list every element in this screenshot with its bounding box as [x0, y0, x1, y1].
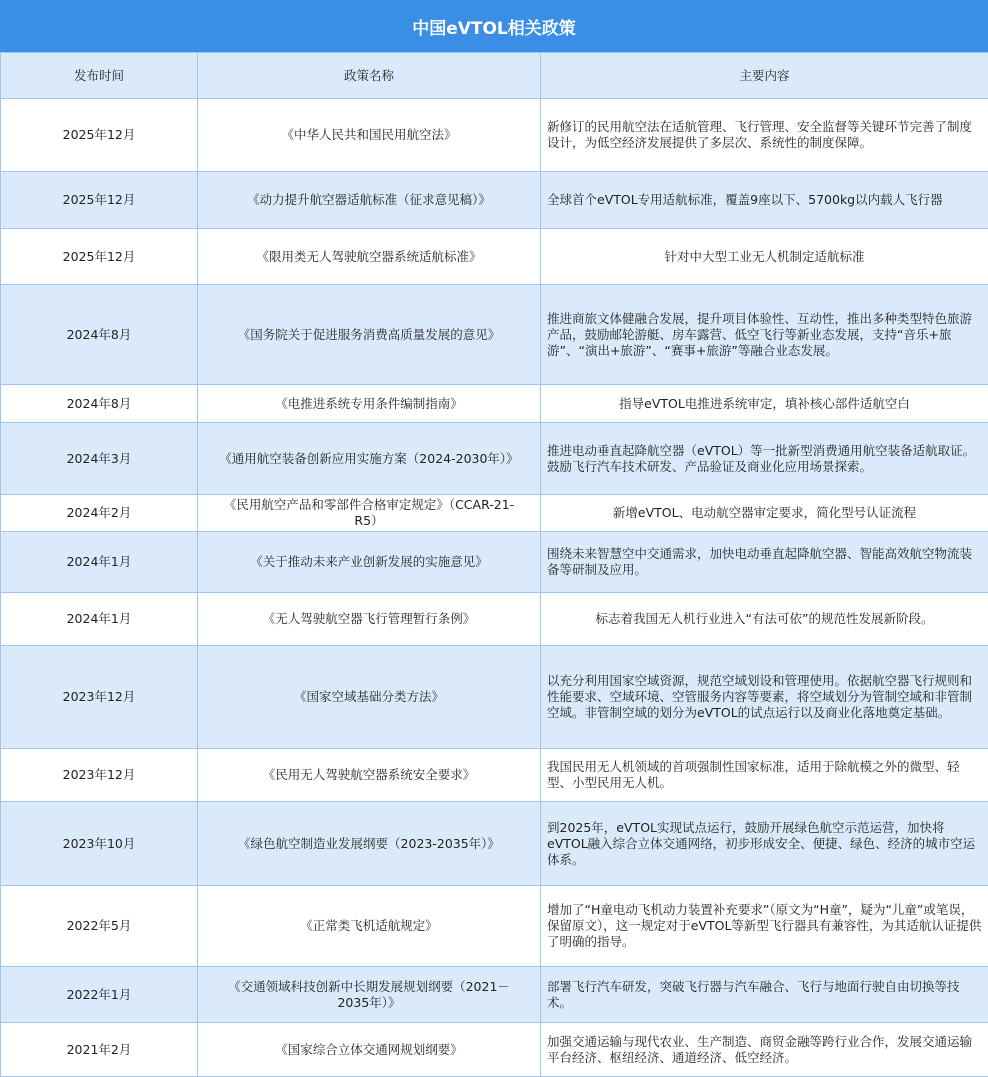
- policy-name-cell: 《无人驾驶航空器飞行管理暂行条例》: [198, 593, 541, 646]
- content-cell: 全球首个eVTOL专用适航标准，覆盖9座以下、5700kg以内载人飞行器: [541, 172, 988, 229]
- date-cell: 2024年2月: [1, 495, 198, 532]
- table-row: [1, 967, 988, 1023]
- policy-name-cell: 《国务院关于促进服务消费高质量发展的意见》: [198, 285, 541, 385]
- policy-name-cell: 《民用无人驾驶航空器系统安全要求》: [198, 749, 541, 802]
- table-row: [1, 749, 988, 802]
- content-cell: 加强交通运输与现代农业、生产制造、商贸金融等跨行业合作，发展交通运输平台经济、枢纽经济、通道经济、低空经济。: [541, 1023, 988, 1077]
- date-cell: 2024年8月: [1, 285, 198, 385]
- table-row: [1, 886, 988, 967]
- date-cell: 2023年10月: [1, 802, 198, 886]
- date-cell: 2021年2月: [1, 1023, 198, 1077]
- policy-name-cell: 《民用航空产品和零部件合格审定规定》（CCAR-21-R5）: [198, 495, 541, 532]
- content-cell: 新修订的民用航空法在适航管理、飞行管理、安全监督等关键环节完善了制度设计，为低空经济发展提供了多层次、系统性的制度保障。: [541, 99, 988, 172]
- policy-name-cell: 《交通领域科技创新中长期发展规划纲要（2021－2035年）》: [198, 967, 541, 1023]
- table-row: [1, 285, 988, 385]
- content-cell: 指导eVTOL电推进系统审定，填补核心部件适航空白: [541, 385, 988, 423]
- header-date: 发布时间: [1, 53, 198, 99]
- policy-name-cell: 《正常类飞机适航规定》: [198, 886, 541, 967]
- content-cell: 推进商旅文体健融合发展，提升项目体验性、互动性，推出多种类型特色旅游产品，鼓励邮轮游艇、房车露营、低空飞行等新业态发展，支持“音乐+旅游”、“演出+旅游”、“赛事+旅游”等融合业态发展。: [541, 285, 988, 385]
- content-cell: 增加了“H童电动飞机动力装置补充要求”（原文为“H童”，疑为“儿童”或笔误，保留原文），这一规定对于eVTOL等新型飞行器具有兼容性，为其适航认证提供了明确的指导。: [541, 886, 988, 967]
- table-row: [1, 646, 988, 749]
- content-cell: 部署飞行汽车研发，突破飞行器与汽车融合、飞行与地面行驶自由切换等技术。: [541, 967, 988, 1023]
- policy-name-cell: 《中华人民共和国民用航空法》: [198, 99, 541, 172]
- table-row: [1, 99, 988, 172]
- policy-name-cell: 《国家综合立体交通网规划纲要》: [198, 1023, 541, 1077]
- date-cell: 2023年12月: [1, 646, 198, 749]
- content-cell: 新增eVTOL、电动航空器审定要求，简化型号认证流程: [541, 495, 988, 532]
- table-row: [1, 593, 988, 646]
- table-row: [1, 385, 988, 423]
- date-cell: 2022年5月: [1, 886, 198, 967]
- content-cell: 针对中大型工业无人机制定适航标准: [541, 229, 988, 285]
- policy-name-cell: 《动力提升航空器适航标准（征求意见稿）》: [198, 172, 541, 229]
- header-content: 主要内容: [541, 53, 988, 99]
- date-cell: 2024年1月: [1, 532, 198, 593]
- table-row: [1, 495, 988, 532]
- table-row: [1, 802, 988, 886]
- content-cell: 到2025年，eVTOL实现试点运行，鼓励开展绿色航空示范运营，加快将eVTOL融入综合立体交通网络，初步形成安全、便捷、绿色、经济的城市空运体系。: [541, 802, 988, 886]
- date-cell: 2024年8月: [1, 385, 198, 423]
- content-cell: 我国民用无人机领域的首项强制性国家标准，适用于除航模之外的微型、轻型、小型民用无人机。: [541, 749, 988, 802]
- table-title: 中国eVTOL相关政策: [0, 0, 988, 52]
- date-cell: 2024年3月: [1, 423, 198, 495]
- date-cell: 2024年1月: [1, 593, 198, 646]
- content-cell: 标志着我国无人机行业进入“有法可依”的规范性发展新阶段。: [541, 593, 988, 646]
- policy-name-cell: 《国家空域基础分类方法》: [198, 646, 541, 749]
- policy-name-cell: 《绿色航空制造业发展纲要（2023-2035年）》: [198, 802, 541, 886]
- date-cell: 2022年1月: [1, 967, 198, 1023]
- table-row: [1, 423, 988, 495]
- header-policy-name: 政策名称: [198, 53, 541, 99]
- policy-name-cell: 《电推进系统专用条件编制指南》: [198, 385, 541, 423]
- content-cell: 推进电动垂直起降航空器（eVTOL）等一批新型消费通用航空装备适航取证。鼓励飞行汽车技术研发、产品验证及商业化应用场景探索。: [541, 423, 988, 495]
- content-cell: 围绕未来智慧空中交通需求，加快电动垂直起降航空器、智能高效航空物流装备等研制及应用。: [541, 532, 988, 593]
- table-row: [1, 532, 988, 593]
- date-cell: 2025年12月: [1, 172, 198, 229]
- header-row: [1, 53, 988, 99]
- table-row: [1, 1023, 988, 1077]
- date-cell: 2025年12月: [1, 229, 198, 285]
- policy-name-cell: 《通用航空装备创新应用实施方案（2024-2030年）》: [198, 423, 541, 495]
- table-row: [1, 172, 988, 229]
- policy-name-cell: 《关于推动未来产业创新发展的实施意见》: [198, 532, 541, 593]
- table-row: [1, 229, 988, 285]
- content-cell: 以充分利用国家空域资源，规范空域划设和管理使用。依据航空器飞行规则和性能要求、空域环境、空管服务内容等要素，将空域划分为管制空域和非管制空域。非管制空域的划分为eVTOL的试点运行以及商业化落地奠定基础。: [541, 646, 988, 749]
- date-cell: 2025年12月: [1, 99, 198, 172]
- policy-table: [0, 52, 988, 1077]
- date-cell: 2023年12月: [1, 749, 198, 802]
- policy-name-cell: 《限用类无人驾驶航空器系统适航标准》: [198, 229, 541, 285]
